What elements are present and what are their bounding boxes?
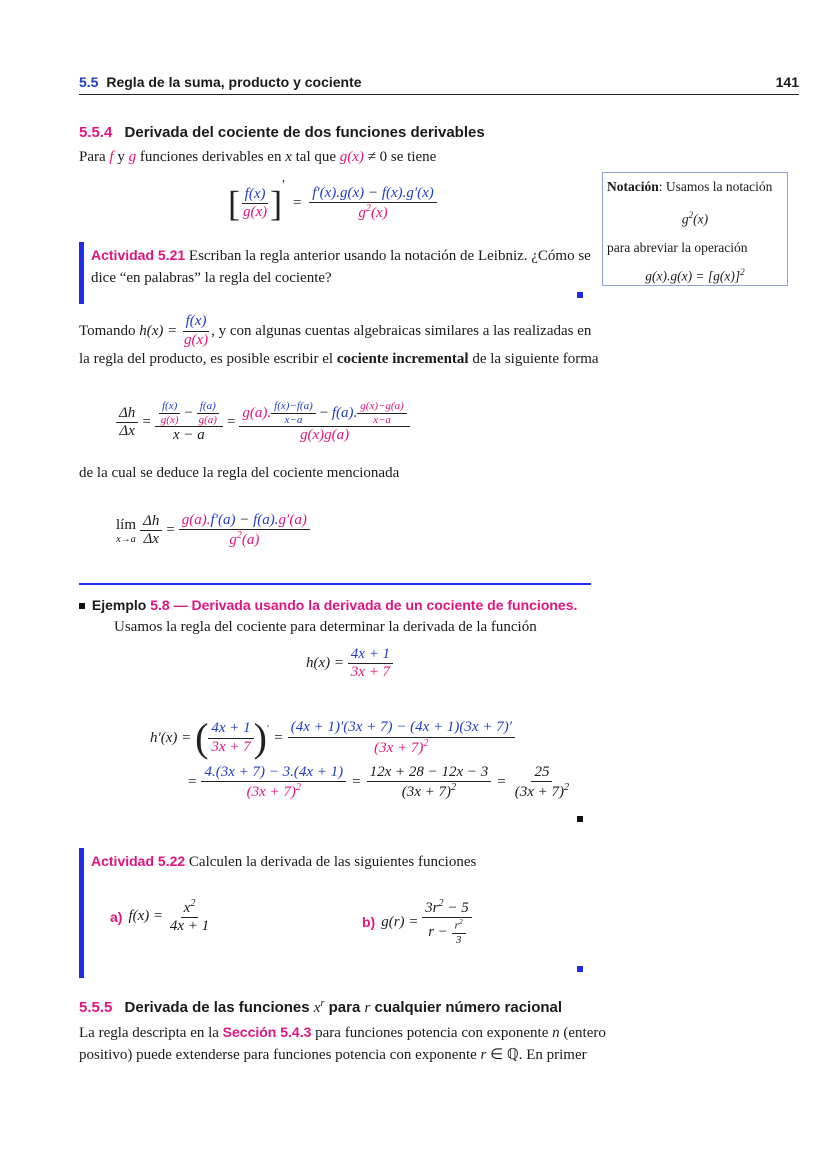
ex-s2-num: 4.(3x + 7) − 3.(4x + 1) <box>201 764 346 782</box>
inc-fa-dot: f(a). <box>331 404 358 421</box>
ex-num: 4x + 1 <box>348 646 393 664</box>
ex-s4-den: (3x + 7) <box>514 784 565 801</box>
ex-eq: = <box>274 729 283 746</box>
page-number: 141 <box>775 74 799 90</box>
limit-num-b: f′(a) <box>210 512 236 528</box>
intro-f: f <box>109 149 114 165</box>
item-b-num-rest: − 5 <box>443 900 469 916</box>
ex-s3-den: (3x + 7) <box>401 784 452 801</box>
example-derivative-step1: h′(x) = ( $\frac{4x + 1}{3x + 7}$ ) ′ = $\frac{(4x + 1)'(3x + 7) - (4x + 1)(3x + 7)'}{(3x + 7)^2}$ <box>150 718 515 758</box>
ex-s1-den-sup: 2 <box>423 737 429 749</box>
notation-op <box>607 262 783 287</box>
notation-text2: para abreviar la operación <box>607 239 748 255</box>
subsection-555-t1: Derivada de las funciones <box>124 999 310 1016</box>
header-section-number: 5.5 <box>79 74 99 90</box>
activity-label: Actividad 5.21 <box>91 247 186 263</box>
limit-sub: x→a <box>116 533 136 545</box>
deduce-text: de la cual se deduce la regla del cociente mencionada <box>79 465 400 481</box>
ex-s2-den-sup: 2 <box>295 782 301 794</box>
incremental-quotient <box>116 400 410 445</box>
formula-den-arg: (x) <box>370 205 388 222</box>
intro-text: y <box>117 149 125 165</box>
page-header <box>79 74 799 95</box>
item-b-num-sup: 2 <box>438 898 444 909</box>
notation-op-text: g(x).g(x) = [g(x)] <box>645 268 741 283</box>
tomando-line2b: de la siguiente forma <box>472 351 599 367</box>
inc-d1-den: x−a <box>284 413 303 426</box>
inc-ga-dot: g(a). <box>242 404 272 421</box>
activity-item-b <box>362 898 472 946</box>
tomando-text: Tomando <box>79 323 136 339</box>
ex-eq3: = <box>352 774 361 791</box>
example-derivative-step2 <box>188 764 572 802</box>
subsection-555-rsup: r <box>320 998 325 1009</box>
limit-num-e: g′(a) <box>278 512 307 528</box>
final-paragraph <box>79 1021 606 1066</box>
final-t3: (entero <box>563 1025 606 1041</box>
example-label: Ejemplo <box>91 597 147 613</box>
ex-eq2: = <box>188 774 197 791</box>
example-hx <box>306 646 393 682</box>
inc-d1-num: f(x)−f(a) <box>271 400 316 414</box>
formula-den: g <box>358 205 366 222</box>
ex-eq4: = <box>497 774 506 791</box>
tomando-num: f(x) <box>183 313 210 331</box>
example-bullet-icon <box>79 603 85 609</box>
inc-ga: g(a) <box>198 413 217 426</box>
ex-hx: h(x) = <box>306 655 345 672</box>
ex-s2-den: (3x + 7) <box>246 784 296 801</box>
activity-bar-522 <box>79 848 84 978</box>
activity-text: Escriban la regla anterior usando la notación de Leibniz. ¿Cómo se dice “en palabras” la regla del cociente? <box>91 248 591 286</box>
limit-num-c: − <box>235 512 254 528</box>
ex-num2: 4x + 1 <box>208 720 253 738</box>
inc-minus: − <box>183 404 194 421</box>
ex-den: 3x + 7 <box>350 664 391 681</box>
subsection-555-t2: para <box>328 999 361 1016</box>
inc-dh: Δh <box>116 405 138 423</box>
final-t4: positivo) puede extenderse para funciones potencia con exponente <box>79 1047 477 1063</box>
ex-s3-den-sup: 2 <box>451 782 457 794</box>
item-a-num-sup: 2 <box>190 898 196 909</box>
notation-text: : Usamos la notación <box>658 179 773 194</box>
ex-den2: 3x + 7 <box>211 738 251 755</box>
inc-minus2: − <box>318 404 329 421</box>
example-end-square-icon <box>577 816 583 822</box>
formula-gx: g(x) <box>243 204 268 221</box>
limit-den: g <box>229 532 237 549</box>
subsection-number: 5.5.4 <box>79 124 113 141</box>
subsection-heading-555 <box>79 998 562 1017</box>
limit-dh: Δh <box>140 513 162 531</box>
tomando-hx: h(x) = <box>139 323 178 339</box>
subsection-title: Derivada del cociente de dos funciones derivables <box>124 124 485 141</box>
ex-s4-num: 25 <box>531 764 552 782</box>
tomando-text2: , y con algunas cuentas algebraicas similares a las realizadas en <box>211 323 592 339</box>
formula-num-b: f(x).g′(x) <box>381 184 434 201</box>
end-square-icon <box>577 292 583 298</box>
inc-fa: f(a) <box>197 400 219 414</box>
intro-text: funciones derivables en <box>139 149 282 165</box>
intro-text: tal que <box>295 149 337 165</box>
final-n: n <box>552 1025 560 1041</box>
intro-cond: g(x) <box>339 149 364 165</box>
ex-hp: h′(x) = <box>150 729 192 746</box>
limit-den-sup: 2 <box>236 530 242 542</box>
notation-op-sup: 2 <box>740 266 745 277</box>
item-a-label: a) <box>110 908 123 925</box>
item-b-den-fnum-sup: 2 <box>458 917 463 927</box>
section-link[interactable]: Sección 5.4.3 <box>222 1024 312 1040</box>
notation-arg: (x) <box>693 211 709 227</box>
item-b-gr: g(r) = <box>381 913 419 930</box>
limit-dx: Δx <box>143 531 159 548</box>
limit-lim: lím <box>116 516 137 533</box>
limit-eq: = <box>166 522 175 539</box>
activity-bar <box>79 242 84 304</box>
notation-box <box>602 172 788 286</box>
activity-item-a <box>110 898 212 936</box>
intro-x: x <box>285 149 292 165</box>
formula-prime: ′ <box>282 178 286 193</box>
limit-formula <box>116 512 310 550</box>
intro-text: Para <box>79 149 106 165</box>
formula-den-sup: 2 <box>365 203 371 215</box>
subsection-555-x: x <box>313 1000 321 1016</box>
final-r: r <box>480 1047 487 1063</box>
item-b-den-fden: 3 <box>455 933 462 946</box>
intro-line <box>79 146 436 168</box>
item-b-num: 3r <box>425 900 439 916</box>
notation-g: g <box>681 211 689 227</box>
final-t2: para funciones potencia con exponente <box>315 1025 549 1041</box>
activity-522-end-square-icon <box>577 966 583 972</box>
activity-5-21 <box>91 244 591 289</box>
ex-s1-num: (4x + 1)′(3x + 7) − (4x + 1)(3x + 7)′ <box>288 719 515 737</box>
limit-num-d: f(a). <box>253 512 279 528</box>
inc-xa: x − a <box>172 427 205 444</box>
activity-522-text: Calculen la derivada de las siguientes funciones <box>188 854 477 870</box>
inc-eq: = <box>142 413 151 430</box>
header-section-title: Regla de la suma, producto y cociente <box>106 74 362 90</box>
subsection-555-r: r <box>364 1000 371 1016</box>
quotient-rule-formula: [ $\frac{f(x)}{g(x)}$ ]′ = $\frac{f'(x).g(x) - f(x).g'(x)}{g^2(x)}$ <box>228 178 437 222</box>
item-a-den: 4x + 1 <box>169 918 210 935</box>
limit-den-arg: (a) <box>241 532 260 549</box>
formula-minus: − <box>364 184 382 201</box>
formula-eq: = <box>292 195 302 211</box>
example-text: Usamos la regla del cociente para determinar la derivada de la función <box>114 619 537 635</box>
inc-den-all: g(x)g(a) <box>300 427 350 444</box>
inc-dx: Δx <box>119 422 135 439</box>
subsection-heading-554 <box>79 124 485 141</box>
notation-g2 <box>607 205 783 230</box>
final-t5: ∈ ℚ. En primer <box>490 1047 587 1063</box>
formula-num-a: f′(x).g(x) <box>312 184 365 201</box>
tomando-paragraph <box>79 313 599 370</box>
tomando-line2a: la regla del producto, es posible escribir el <box>79 351 334 367</box>
intro-text: ≠ 0 se tiene <box>367 149 437 165</box>
item-b-den: r − <box>428 923 448 940</box>
ex-s4-den-sup: 2 <box>564 782 570 794</box>
limit-num-a: g(a). <box>181 512 211 528</box>
intro-g: g <box>128 149 137 165</box>
inc-d2-num: g(x)−g(a) <box>357 400 406 414</box>
activity-522-label: Actividad 5.22 <box>91 853 186 869</box>
formula-fx: f(x) <box>242 186 269 204</box>
ex-s1-den: (3x + 7) <box>374 739 424 756</box>
notation-label: Notación <box>607 179 659 194</box>
item-a-num: x <box>183 900 191 916</box>
subsection-555-t3: cualquier número racional <box>374 999 563 1016</box>
inc-eq2: = <box>226 413 236 430</box>
tomando-den: g(x) <box>183 331 209 348</box>
notation-sup: 2 <box>688 210 694 220</box>
tomando-bold: cociente incremental <box>336 351 469 367</box>
item-a-fx: f(x) = <box>128 908 164 925</box>
activity-5-22 <box>91 850 476 873</box>
subsection-555-number: 5.5.5 <box>79 999 113 1016</box>
final-t1: La regla descripta en la <box>79 1025 219 1041</box>
example-heading <box>79 597 577 613</box>
item-b-label: b) <box>362 914 376 931</box>
item-b-den-fnum: r <box>454 919 459 932</box>
inc-fx: f(x) <box>159 400 180 414</box>
ex-s3-num: 12x + 28 − 12x − 3 <box>367 764 492 782</box>
example-divider <box>79 583 591 585</box>
inc-gx: g(x) <box>160 413 179 426</box>
example-title: 5.8 — Derivada usando la derivada de un cociente de funciones. <box>150 597 578 613</box>
inc-d2-den: x−a <box>373 413 391 426</box>
